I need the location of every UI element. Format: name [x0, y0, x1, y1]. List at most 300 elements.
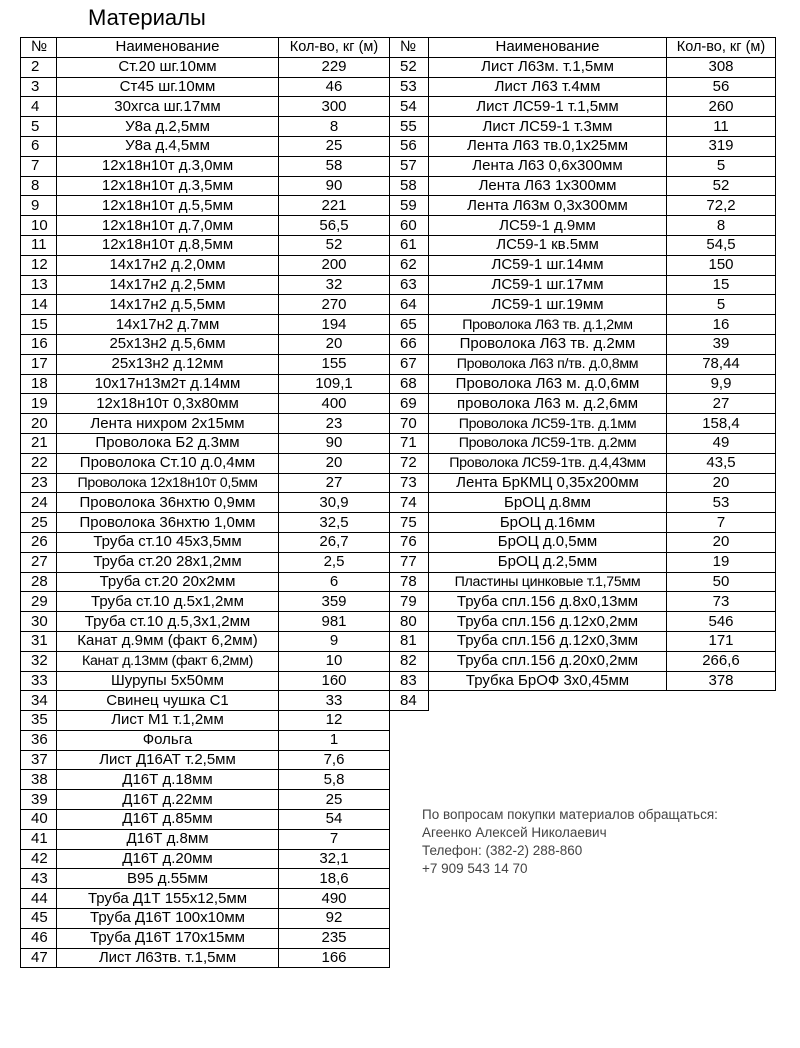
row-name: Д16Т д.20мм	[57, 849, 279, 869]
row-qty: 546	[667, 612, 776, 632]
row-name: Труба Д16Т 100х10мм	[57, 909, 279, 929]
contact-person: Агеенко Алексей Николаевич	[422, 825, 607, 840]
table-row	[21, 948, 390, 968]
table-row	[390, 235, 776, 255]
row-qty: 221	[279, 196, 390, 216]
row-num: 63	[390, 275, 429, 295]
row-num: 71	[390, 433, 429, 453]
row-qty: 39	[667, 334, 776, 354]
row-num: 64	[390, 295, 429, 315]
row-name: 12х18н10т д.7,0мм	[57, 216, 279, 236]
row-name: БрОЦ д.16мм	[429, 513, 667, 533]
row-name: Канат д.13мм (факт 6,2мм)	[57, 651, 279, 671]
row-name: Лист Л63м. т.1,5мм	[429, 57, 667, 77]
table-header-row	[390, 38, 776, 58]
row-name: Проволока Л63 п/тв. д.0,8мм	[429, 354, 667, 374]
row-name: 25х13н2 д.5,6мм	[57, 334, 279, 354]
row-qty: 33	[279, 691, 390, 711]
row-qty: 15	[667, 275, 776, 295]
table-row	[21, 77, 390, 97]
row-name: Труба ст.10 д.5х1,2мм	[57, 592, 279, 612]
row-name: Лента Л63 0,6х300мм	[429, 156, 667, 176]
row-name: Лист Д16АТ т.2,5мм	[57, 750, 279, 770]
table-row	[390, 651, 776, 671]
row-num: 31	[21, 631, 57, 651]
table-row-last	[390, 691, 776, 711]
row-name: 12х18н10т д.5,5мм	[57, 196, 279, 216]
table-row	[390, 493, 776, 513]
row-num: 58	[390, 176, 429, 196]
row-num: 24	[21, 493, 57, 513]
row-name: 12х18н10т д.8,5мм	[57, 235, 279, 255]
row-num: 8	[21, 176, 57, 196]
row-num: 40	[21, 810, 57, 830]
row-qty: 20	[667, 532, 776, 552]
table-row	[390, 433, 776, 453]
row-num: 84	[390, 691, 429, 711]
row-qty: 16	[667, 315, 776, 335]
row-num: 37	[21, 750, 57, 770]
materials-table-left	[20, 37, 390, 968]
table-row	[390, 77, 776, 97]
row-num: 59	[390, 196, 429, 216]
row-qty: 11	[667, 117, 776, 137]
table-row	[390, 532, 776, 552]
table-row	[390, 156, 776, 176]
row-qty: 2,5	[279, 552, 390, 572]
row-num: 33	[21, 671, 57, 691]
table-row	[21, 295, 390, 315]
table-row	[21, 216, 390, 236]
table-row	[21, 136, 390, 156]
row-qty: 166	[279, 948, 390, 968]
row-qty: 319	[667, 136, 776, 156]
row-qty: 266,6	[667, 651, 776, 671]
table-row	[21, 414, 390, 434]
row-num: 76	[390, 532, 429, 552]
row-name: Канат д.9мм (факт 6,2мм)	[57, 631, 279, 651]
row-num: 2	[21, 57, 57, 77]
table-row	[21, 255, 390, 275]
table-row	[21, 592, 390, 612]
row-qty: 8	[667, 216, 776, 236]
row-num: 34	[21, 691, 57, 711]
row-name: Лента Л63м 0,3х300мм	[429, 196, 667, 216]
row-qty: 50	[667, 572, 776, 592]
row-name: ЛС59-1 кв.5мм	[429, 235, 667, 255]
row-name: ЛС59-1 шг.19мм	[429, 295, 667, 315]
row-num: 4	[21, 97, 57, 117]
row-qty: 5	[667, 156, 776, 176]
row-qty: 300	[279, 97, 390, 117]
row-qty: 270	[279, 295, 390, 315]
row-qty: 155	[279, 354, 390, 374]
table-row	[21, 651, 390, 671]
table-row	[390, 295, 776, 315]
table-row	[21, 275, 390, 295]
row-qty: 7	[279, 829, 390, 849]
table-row	[390, 612, 776, 632]
table-row	[21, 354, 390, 374]
row-name: Шурупы 5х50мм	[57, 671, 279, 691]
row-num: 83	[390, 671, 429, 691]
table-row	[21, 711, 390, 731]
row-name: Лента БрКМЦ 0,35х200мм	[429, 473, 667, 493]
row-num: 69	[390, 394, 429, 414]
row-qty: 235	[279, 928, 390, 948]
table-row	[390, 196, 776, 216]
row-name: 30хгса шг.17мм	[57, 97, 279, 117]
table-row	[21, 156, 390, 176]
row-name: 14х17н2 д.5,5мм	[57, 295, 279, 315]
row-num: 67	[390, 354, 429, 374]
row-num: 13	[21, 275, 57, 295]
row-name: Проволока Ст.10 д.0,4мм	[57, 453, 279, 473]
table-row	[390, 631, 776, 651]
contact-mobile: +7 909 543 14 70	[422, 861, 528, 876]
row-num: 25	[21, 513, 57, 533]
row-num: 62	[390, 255, 429, 275]
row-name: Труба ст.10 45х3,5мм	[57, 532, 279, 552]
table-row	[21, 493, 390, 513]
row-name: 12х18н10т д.3,0мм	[57, 156, 279, 176]
row-num: 82	[390, 651, 429, 671]
row-name: Проволока ЛС59-1тв. д.1мм	[429, 414, 667, 434]
row-name: 14х17н2 д.2,0мм	[57, 255, 279, 275]
row-num: 12	[21, 255, 57, 275]
row-qty: 200	[279, 255, 390, 275]
row-name: ЛС59-1 шг.14мм	[429, 255, 667, 275]
table-row	[21, 97, 390, 117]
row-qty: 378	[667, 671, 776, 691]
row-qty: 981	[279, 612, 390, 632]
row-qty: 58	[279, 156, 390, 176]
row-qty: 400	[279, 394, 390, 414]
row-num: 74	[390, 493, 429, 513]
row-qty: 56,5	[279, 216, 390, 236]
table-row	[21, 691, 390, 711]
row-num: 27	[21, 552, 57, 572]
page-title: Материалы	[88, 5, 206, 30]
row-name: БрОЦ д.8мм	[429, 493, 667, 513]
row-num: 68	[390, 374, 429, 394]
row-qty: 90	[279, 433, 390, 453]
row-name: Проволока Л63 тв. д.2мм	[429, 334, 667, 354]
row-qty: 49	[667, 433, 776, 453]
row-qty: 30,9	[279, 493, 390, 513]
row-name: Труба спл.156 д.8х0,13мм	[429, 592, 667, 612]
row-name: Д16Т д.8мм	[57, 829, 279, 849]
table-row	[21, 433, 390, 453]
row-num: 9	[21, 196, 57, 216]
row-qty: 19	[667, 552, 776, 572]
table-row	[390, 255, 776, 275]
table-row	[390, 473, 776, 493]
row-num: 36	[21, 730, 57, 750]
row-name: Лента Л63 1х300мм	[429, 176, 667, 196]
row-qty: 20	[279, 453, 390, 473]
table-row	[390, 57, 776, 77]
row-num: 22	[21, 453, 57, 473]
row-name: Труба ст.20 28х1,2мм	[57, 552, 279, 572]
header-num: №	[390, 38, 429, 58]
row-name: Проволока 36нхтю 0,9мм	[57, 493, 279, 513]
row-qty: 27	[667, 394, 776, 414]
row-num: 26	[21, 532, 57, 552]
header-name: Наименование	[429, 38, 667, 58]
table-row	[21, 612, 390, 632]
table-row	[390, 275, 776, 295]
row-num: 41	[21, 829, 57, 849]
table-row	[21, 334, 390, 354]
row-qty: 72,2	[667, 196, 776, 216]
row-name: Проволока Л63 тв. д.1,2мм	[429, 315, 667, 335]
row-name: Лента нихром 2х15мм	[57, 414, 279, 434]
table-row	[21, 849, 390, 869]
row-name: Фольга	[57, 730, 279, 750]
row-num: 15	[21, 315, 57, 335]
row-num: 53	[390, 77, 429, 97]
row-name: БрОЦ д.0,5мм	[429, 532, 667, 552]
table-row	[390, 572, 776, 592]
row-name: Д16Т д.22мм	[57, 790, 279, 810]
row-qty: 12	[279, 711, 390, 731]
table-row	[21, 176, 390, 196]
row-name: Лента Л63 тв.0,1х25мм	[429, 136, 667, 156]
table-row	[21, 909, 390, 929]
row-qty: 109,1	[279, 374, 390, 394]
row-qty: 54	[279, 810, 390, 830]
row-num: 19	[21, 394, 57, 414]
row-qty: 5	[667, 295, 776, 315]
row-qty: 25	[279, 790, 390, 810]
row-qty: 73	[667, 592, 776, 612]
row-qty: 26,7	[279, 532, 390, 552]
row-qty: 43,5	[667, 453, 776, 473]
row-name: У8а д.4,5мм	[57, 136, 279, 156]
row-name: Лист Л63тв. т.1,5мм	[57, 948, 279, 968]
row-num: 17	[21, 354, 57, 374]
table-row	[390, 136, 776, 156]
table-row	[21, 532, 390, 552]
row-qty: 52	[279, 235, 390, 255]
row-qty: 23	[279, 414, 390, 434]
row-name: 14х17н2 д.7мм	[57, 315, 279, 335]
table-row	[21, 513, 390, 533]
row-num: 44	[21, 889, 57, 909]
table-row	[21, 473, 390, 493]
row-qty: 8	[279, 117, 390, 137]
row-name: ЛС59-1 шг.17мм	[429, 275, 667, 295]
table-row	[21, 315, 390, 335]
table-row	[21, 671, 390, 691]
row-num: 35	[21, 711, 57, 731]
row-name: Свинец чушка С1	[57, 691, 279, 711]
row-qty: 1	[279, 730, 390, 750]
row-num: 45	[21, 909, 57, 929]
row-num: 10	[21, 216, 57, 236]
row-qty: 53	[667, 493, 776, 513]
row-num: 46	[21, 928, 57, 948]
row-num: 43	[21, 869, 57, 889]
materials-table-right	[389, 37, 776, 711]
row-qty: 229	[279, 57, 390, 77]
row-name: Д16Т д.18мм	[57, 770, 279, 790]
row-name: Труба ст.10 д.5,3х1,2мм	[57, 612, 279, 632]
table-row	[390, 513, 776, 533]
row-name: Труба спл.156 д.20х0,2мм	[429, 651, 667, 671]
row-qty: 10	[279, 651, 390, 671]
row-num: 52	[390, 57, 429, 77]
table-row	[21, 631, 390, 651]
row-qty: 7,6	[279, 750, 390, 770]
table-row	[21, 572, 390, 592]
table-row	[21, 374, 390, 394]
contact-intro: По вопросам покупки материалов обращаться:	[422, 807, 718, 822]
row-num: 6	[21, 136, 57, 156]
row-name: ЛС59-1 д.9мм	[429, 216, 667, 236]
table-row	[390, 592, 776, 612]
row-qty: 54,5	[667, 235, 776, 255]
row-num: 70	[390, 414, 429, 434]
row-qty: 20	[279, 334, 390, 354]
table-header-row	[21, 38, 390, 58]
row-qty: 160	[279, 671, 390, 691]
table-row	[21, 770, 390, 790]
row-num: 20	[21, 414, 57, 434]
table-row	[390, 354, 776, 374]
table-row	[390, 334, 776, 354]
row-qty: 150	[667, 255, 776, 275]
row-name: Труба ст.20 20х2мм	[57, 572, 279, 592]
row-name: Ст.20 шг.10мм	[57, 57, 279, 77]
row-name: Трубка БрОФ 3х0,45мм	[429, 671, 667, 691]
row-qty: 490	[279, 889, 390, 909]
row-num: 3	[21, 77, 57, 97]
row-num: 28	[21, 572, 57, 592]
table-row	[21, 730, 390, 750]
row-num: 57	[390, 156, 429, 176]
row-name: Труба Д16Т 170х15мм	[57, 928, 279, 948]
row-name: Д16Т д.85мм	[57, 810, 279, 830]
row-num: 16	[21, 334, 57, 354]
table-row	[21, 928, 390, 948]
row-qty: 92	[279, 909, 390, 929]
contact-info	[422, 806, 718, 878]
row-qty: 9,9	[667, 374, 776, 394]
table-row	[21, 117, 390, 137]
contact-phone: Телефон: (382-2) 288-860	[422, 843, 583, 858]
row-qty: 46	[279, 77, 390, 97]
row-name: Труба Д1Т 155х12,5мм	[57, 889, 279, 909]
table-row	[390, 414, 776, 434]
row-qty: 32,5	[279, 513, 390, 533]
row-qty: 32	[279, 275, 390, 295]
table-row	[21, 829, 390, 849]
row-qty: 18,6	[279, 869, 390, 889]
row-qty: 27	[279, 473, 390, 493]
table-row	[390, 216, 776, 236]
row-num: 11	[21, 235, 57, 255]
row-name: Труба спл.156 д.12х0,3мм	[429, 631, 667, 651]
table-row	[390, 453, 776, 473]
row-num: 78	[390, 572, 429, 592]
row-name: Проволока ЛС59-1тв. д.4,43мм	[429, 453, 667, 473]
row-num: 39	[21, 790, 57, 810]
table-row	[390, 671, 776, 691]
row-num: 79	[390, 592, 429, 612]
row-qty: 7	[667, 513, 776, 533]
header-qty: Кол-во, кг (м)	[667, 38, 776, 58]
row-num: 75	[390, 513, 429, 533]
row-qty: 20	[667, 473, 776, 493]
row-num: 18	[21, 374, 57, 394]
row-qty: 78,44	[667, 354, 776, 374]
table-row	[21, 552, 390, 572]
table-row	[390, 552, 776, 572]
row-name: 14х17н2 д.2,5мм	[57, 275, 279, 295]
table-row	[390, 374, 776, 394]
row-num: 42	[21, 849, 57, 869]
row-name: 25х13н2 д.12мм	[57, 354, 279, 374]
header-qty: Кол-во, кг (м)	[279, 38, 390, 58]
row-qty: 9	[279, 631, 390, 651]
row-qty: 25	[279, 136, 390, 156]
row-qty: 6	[279, 572, 390, 592]
row-name: Проволока ЛС59-1тв. д.2мм	[429, 433, 667, 453]
row-qty: 359	[279, 592, 390, 612]
row-name: Проволока 12х18н10т 0,5мм	[57, 473, 279, 493]
row-name: 12х18н10т д.3,5мм	[57, 176, 279, 196]
row-num: 7	[21, 156, 57, 176]
row-qty: 32,1	[279, 849, 390, 869]
row-name: У8а д.2,5мм	[57, 117, 279, 137]
row-name: Лист М1 т.1,2мм	[57, 711, 279, 731]
row-num: 32	[21, 651, 57, 671]
table-row	[21, 750, 390, 770]
row-name: 12х18н10т 0,3х80мм	[57, 394, 279, 414]
table-row	[21, 453, 390, 473]
row-name: 10х17н13м2т д.14мм	[57, 374, 279, 394]
row-num: 30	[21, 612, 57, 632]
row-num: 47	[21, 948, 57, 968]
row-num: 14	[21, 295, 57, 315]
row-name: Проволока Л63 м. д.0,6мм	[429, 374, 667, 394]
row-name: В95 д.55мм	[57, 869, 279, 889]
row-num: 61	[390, 235, 429, 255]
table-row	[21, 869, 390, 889]
row-num: 81	[390, 631, 429, 651]
row-num: 65	[390, 315, 429, 335]
row-num: 38	[21, 770, 57, 790]
row-num: 5	[21, 117, 57, 137]
row-qty: 194	[279, 315, 390, 335]
row-name: Ст45 шг.10мм	[57, 77, 279, 97]
row-qty: 90	[279, 176, 390, 196]
table-row	[21, 394, 390, 414]
table-row	[390, 394, 776, 414]
row-qty: 308	[667, 57, 776, 77]
row-qty: 171	[667, 631, 776, 651]
row-num: 54	[390, 97, 429, 117]
table-row	[390, 176, 776, 196]
row-qty: 158,4	[667, 414, 776, 434]
table-row	[21, 889, 390, 909]
row-num: 56	[390, 136, 429, 156]
row-qty: 52	[667, 176, 776, 196]
row-num: 60	[390, 216, 429, 236]
row-num: 55	[390, 117, 429, 137]
